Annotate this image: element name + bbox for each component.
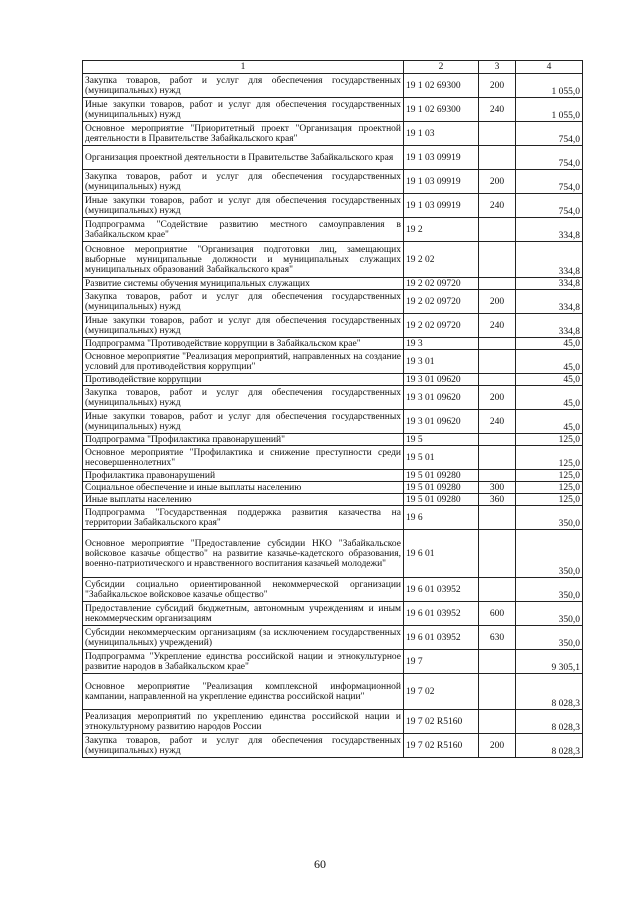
row-name-cell: Реализация мероприятий по укреплению единства российской нации и этнокультурному развитию народов России — [83, 710, 404, 734]
row-type-cell: 240 — [479, 410, 516, 434]
row-code-cell: 19 1 02 69300 — [404, 98, 479, 122]
row-name-cell: Закупка товаров, работ и услуг для обеспечения государственных (муниципальных) нужд — [83, 170, 404, 194]
row-code-cell: 19 3 01 09620 — [404, 410, 479, 434]
row-type-cell: 240 — [479, 98, 516, 122]
row-type-cell — [479, 146, 516, 170]
row-amount-cell: 125,0 — [516, 446, 583, 470]
table-row — [83, 278, 583, 290]
table-row — [83, 578, 583, 602]
row-code-cell: 19 5 — [404, 434, 479, 446]
row-name-cell: Противодействие коррупции — [83, 374, 404, 386]
row-code-cell: 19 7 02 R5160 — [404, 710, 479, 734]
row-name-cell: Иные закупки товаров, работ и услуг для обеспечения государственных (муниципальных) нужд — [83, 194, 404, 218]
column-header-3: 3 — [479, 61, 516, 74]
row-code-cell: 19 2 — [404, 218, 479, 242]
row-name-cell: Подпрограмма "Противодействие коррупции в Забайкальском крае" — [83, 338, 404, 350]
row-type-cell — [479, 350, 516, 374]
table-row — [83, 434, 583, 446]
row-code-cell: 19 6 01 03952 — [404, 626, 479, 650]
row-amount-cell: 754,0 — [516, 170, 583, 194]
row-amount-cell: 125,0 — [516, 494, 583, 506]
table-row — [83, 314, 583, 338]
table-row — [83, 710, 583, 734]
row-amount-cell: 1 055,0 — [516, 74, 583, 98]
table-row — [83, 674, 583, 710]
table-row — [83, 734, 583, 758]
row-type-cell — [479, 218, 516, 242]
row-name-cell: Подпрограмма "Содействие развитию местного самоуправления в Забайкальском крае" — [83, 218, 404, 242]
table-row — [83, 122, 583, 146]
row-amount-cell: 754,0 — [516, 194, 583, 218]
column-header-4: 4 — [516, 61, 583, 74]
row-name-cell: Организация проектной деятельности в Правительстве Забайкальского края — [83, 146, 404, 170]
budget-table — [82, 60, 583, 758]
row-type-cell — [479, 530, 516, 578]
table-row — [83, 494, 583, 506]
row-code-cell: 19 1 03 09919 — [404, 194, 479, 218]
row-name-cell: Основное мероприятие "Реализация комплексной информационной кампании, направленной на укрепление единства российской нации" — [83, 674, 404, 710]
row-amount-cell: 350,0 — [516, 602, 583, 626]
row-type-cell — [479, 674, 516, 710]
row-amount-cell: 45,0 — [516, 350, 583, 374]
row-amount-cell: 334,8 — [516, 218, 583, 242]
row-type-cell — [479, 470, 516, 482]
row-amount-cell: 350,0 — [516, 578, 583, 602]
row-type-cell: 200 — [479, 734, 516, 758]
table-row — [83, 446, 583, 470]
table-row — [83, 470, 583, 482]
row-type-cell: 240 — [479, 194, 516, 218]
table-row — [83, 410, 583, 434]
row-type-cell: 600 — [479, 602, 516, 626]
row-type-cell: 200 — [479, 290, 516, 314]
row-amount-cell: 8 028,3 — [516, 710, 583, 734]
row-name-cell: Иные закупки товаров, работ и услуг для обеспечения государственных (муниципальных) нужд — [83, 98, 404, 122]
row-type-cell: 200 — [479, 386, 516, 410]
row-name-cell: Основное мероприятие "Приоритетный проект "Организация проектной деятельности в Правительстве Забайкальского края" — [83, 122, 404, 146]
row-type-cell — [479, 506, 516, 530]
row-code-cell: 19 3 01 09620 — [404, 374, 479, 386]
row-name-cell: Субсидии социально ориентированной некоммерческой организации "Забайкальское войсковое казачье общество" — [83, 578, 404, 602]
table-row — [83, 74, 583, 98]
row-amount-cell: 125,0 — [516, 470, 583, 482]
row-type-cell — [479, 338, 516, 350]
row-type-cell: 200 — [479, 74, 516, 98]
table-row — [83, 626, 583, 650]
row-name-cell: Основное мероприятие "Организация подготовки лиц, замещающих выборные муниципальные должности и муниципальных служащих муниципальных образований Забайкальского края" — [83, 242, 404, 278]
column-header-1: 1 — [83, 61, 404, 74]
row-code-cell: 19 2 02 09720 — [404, 314, 479, 338]
row-amount-cell: 754,0 — [516, 146, 583, 170]
row-amount-cell: 350,0 — [516, 506, 583, 530]
row-name-cell: Закупка товаров, работ и услуг для обеспечения государственных (муниципальных) нужд — [83, 734, 404, 758]
table-row — [83, 194, 583, 218]
row-amount-cell: 334,8 — [516, 290, 583, 314]
row-type-cell: 200 — [479, 170, 516, 194]
row-code-cell: 19 7 02 R5160 — [404, 734, 479, 758]
page-number: 60 — [314, 857, 326, 871]
row-name-cell: Развитие системы обучения муниципальных служащих — [83, 278, 404, 290]
row-amount-cell: 334,8 — [516, 242, 583, 278]
row-code-cell: 19 1 02 69300 — [404, 74, 479, 98]
row-amount-cell: 1 055,0 — [516, 98, 583, 122]
row-code-cell: 19 5 01 09280 — [404, 494, 479, 506]
table-row — [83, 242, 583, 278]
table-row — [83, 218, 583, 242]
row-name-cell: Подпрограмма "Профилактика правонарушений" — [83, 434, 404, 446]
row-name-cell: Основное мероприятие "Профилактика и снижение преступности среди несовершеннолетних" — [83, 446, 404, 470]
row-type-cell — [479, 710, 516, 734]
row-code-cell: 19 5 01 — [404, 446, 479, 470]
row-name-cell: Предоставление субсидий бюджетным, автономным учреждениям и иным некоммерческим организациям — [83, 602, 404, 626]
row-code-cell: 19 6 01 03952 — [404, 578, 479, 602]
row-amount-cell: 350,0 — [516, 626, 583, 650]
table-row — [83, 602, 583, 626]
row-code-cell: 19 1 03 09919 — [404, 170, 479, 194]
row-code-cell: 19 7 02 — [404, 674, 479, 710]
row-code-cell: 19 3 01 09620 — [404, 386, 479, 410]
row-type-cell — [479, 578, 516, 602]
row-code-cell: 19 3 — [404, 338, 479, 350]
row-name-cell: Профилактика правонарушений — [83, 470, 404, 482]
table-row — [83, 482, 583, 494]
row-amount-cell: 8 028,3 — [516, 734, 583, 758]
row-name-cell: Иные выплаты населению — [83, 494, 404, 506]
table-row — [83, 170, 583, 194]
row-type-cell — [479, 374, 516, 386]
row-name-cell: Подпрограмма "Государственная поддержка развития казачества на территории Забайкальского края" — [83, 506, 404, 530]
table-header-row — [83, 61, 583, 74]
row-amount-cell: 754,0 — [516, 122, 583, 146]
row-code-cell: 19 2 02 09720 — [404, 290, 479, 314]
table-row — [83, 506, 583, 530]
row-code-cell: 19 6 01 03952 — [404, 602, 479, 626]
row-amount-cell: 125,0 — [516, 482, 583, 494]
row-code-cell: 19 6 01 — [404, 530, 479, 578]
row-type-cell: 360 — [479, 494, 516, 506]
table-row — [83, 146, 583, 170]
row-amount-cell: 8 028,3 — [516, 674, 583, 710]
row-type-cell — [479, 242, 516, 278]
row-name-cell: Иные закупки товаров, работ и услуг для обеспечения государственных (муниципальных) нужд — [83, 314, 404, 338]
row-amount-cell: 45,0 — [516, 386, 583, 410]
table-row — [83, 338, 583, 350]
row-type-cell — [479, 434, 516, 446]
row-name-cell: Закупка товаров, работ и услуг для обеспечения государственных (муниципальных) нужд — [83, 386, 404, 410]
row-amount-cell: 45,0 — [516, 410, 583, 434]
row-name-cell: Социальное обеспечение и иные выплаты населению — [83, 482, 404, 494]
row-code-cell: 19 2 02 09720 — [404, 278, 479, 290]
table-row — [83, 290, 583, 314]
table-row — [83, 386, 583, 410]
column-header-2: 2 — [404, 61, 479, 74]
row-name-cell: Закупка товаров, работ и услуг для обеспечения государственных (муниципальных) нужд — [83, 290, 404, 314]
table-row — [83, 374, 583, 386]
row-amount-cell: 334,8 — [516, 278, 583, 290]
row-amount-cell: 350,0 — [516, 530, 583, 578]
row-code-cell: 19 5 01 09280 — [404, 470, 479, 482]
row-amount-cell: 45,0 — [516, 338, 583, 350]
row-type-cell — [479, 446, 516, 470]
row-amount-cell: 45,0 — [516, 374, 583, 386]
row-type-cell — [479, 650, 516, 674]
row-name-cell: Субсидии некоммерческим организациям (за исключением государственных (муниципальных) учреждений) — [83, 626, 404, 650]
row-amount-cell: 125,0 — [516, 434, 583, 446]
budget-table-body — [83, 61, 583, 758]
row-amount-cell: 334,8 — [516, 314, 583, 338]
row-name-cell: Подпрограмма "Укрепление единства российской нации и этнокультурное развитие народов в Забайкальском крае" — [83, 650, 404, 674]
row-code-cell: 19 7 — [404, 650, 479, 674]
table-row — [83, 650, 583, 674]
row-code-cell: 19 6 — [404, 506, 479, 530]
table-row — [83, 98, 583, 122]
row-amount-cell: 9 305,1 — [516, 650, 583, 674]
row-code-cell: 19 2 02 — [404, 242, 479, 278]
row-code-cell: 19 1 03 09919 — [404, 146, 479, 170]
table-row — [83, 350, 583, 374]
row-type-cell: 240 — [479, 314, 516, 338]
row-name-cell: Закупка товаров, работ и услуг для обеспечения государственных (муниципальных) нужд — [83, 74, 404, 98]
row-name-cell: Основное мероприятие "Предоставление субсидии НКО "Забайкальское войсковое казачье общество" на развитие казачье-кадетского образования, военно-патриотического и нравственного воспитания казачьей молодежи" — [83, 530, 404, 578]
row-name-cell: Иные закупки товаров, работ и услуг для обеспечения государственных (муниципальных) нужд — [83, 410, 404, 434]
row-type-cell: 630 — [479, 626, 516, 650]
table-row — [83, 530, 583, 578]
row-type-cell: 300 — [479, 482, 516, 494]
row-code-cell: 19 5 01 09280 — [404, 482, 479, 494]
row-name-cell: Основное мероприятие "Реализация мероприятий, направленных на создание условий для противодействия коррупции" — [83, 350, 404, 374]
row-code-cell: 19 3 01 — [404, 350, 479, 374]
row-type-cell — [479, 278, 516, 290]
row-code-cell: 19 1 03 — [404, 122, 479, 146]
row-type-cell — [479, 122, 516, 146]
